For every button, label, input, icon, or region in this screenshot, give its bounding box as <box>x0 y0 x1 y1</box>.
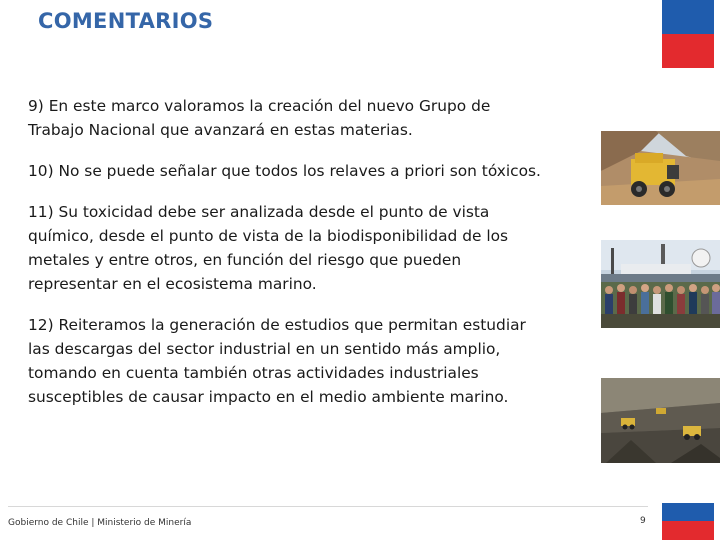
footer-institution: Gobierno de Chile | Ministerio de Minería <box>8 518 192 528</box>
group-people-ship-photo <box>601 240 720 328</box>
comment-item <box>28 94 548 142</box>
flag-red-block <box>662 521 714 540</box>
comment-text: No se puede señalar que todos los relaves a priori son tóxicos. <box>53 162 541 180</box>
slide-title: COMENTARIOS <box>38 9 214 33</box>
mining-truck-photo <box>601 131 720 205</box>
comment-text: En este marco valoramos la creación del nuevo Grupo de Trabajo Nacional que avanzará en estas materias. <box>28 97 491 139</box>
comment-list <box>28 94 548 426</box>
comment-number: 11) <box>28 203 54 221</box>
flag-blue-block <box>662 503 714 521</box>
comment-number: 12) <box>28 316 54 334</box>
comment-item <box>28 159 548 183</box>
flag-bar-top <box>662 0 714 68</box>
comment-text: Reiteramos la generación de estudios que permitan estudiar las descargas del sector industrial en un sentido más amplio, tomando en cuenta también otras actividades industriales susceptibles de causar impacto en el medio ambiente marino. <box>28 316 526 406</box>
mine-site-photo <box>601 378 720 463</box>
flag-bar-bottom <box>662 503 714 540</box>
comment-number: 10) <box>28 162 54 180</box>
comment-item <box>28 200 548 296</box>
comment-item <box>28 313 548 409</box>
flag-red-block <box>662 34 714 68</box>
comment-text: Su toxicidad debe ser analizada desde el punto de vista químico, desde el punto de vista de la biodisponibilidad de los metales y entre otros, en función del riesgo que pueden representar en el ecosistema marino. <box>28 203 509 293</box>
flag-blue-block <box>662 0 714 34</box>
comment-number: 9) <box>28 97 44 115</box>
footer-divider <box>8 506 648 507</box>
page-number: 9 <box>640 516 646 526</box>
